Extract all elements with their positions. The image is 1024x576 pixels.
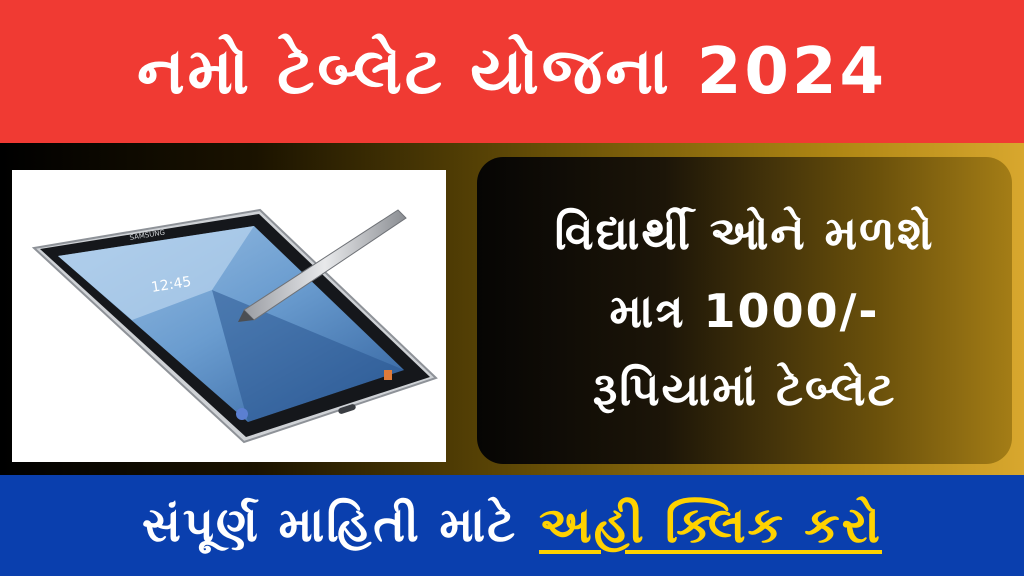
offer-line-2: માત્ર 1000/-: [609, 283, 880, 338]
brand-label: SAMSUNG: [129, 228, 166, 242]
click-here-link[interactable]: અહી ક્લિક કરો: [539, 496, 883, 554]
app-icon-right: [384, 370, 392, 380]
app-icon: [236, 408, 248, 420]
offer-box: [477, 157, 1012, 464]
cta-lead-text: સંપૂર્ણ માહિતી માટે: [141, 497, 518, 553]
screen-clock: 12:45: [150, 273, 193, 296]
cta-banner: [0, 475, 1024, 576]
product-image-card: [12, 170, 446, 462]
tablet-with-stylus-image: [12, 170, 446, 462]
content-section: [0, 143, 1024, 475]
page-title: નમો ટેબ્લેટ યોજના 2024: [136, 34, 888, 109]
offer-line-3: રૂપિયામાં ટેબ્લેટ: [592, 361, 897, 416]
title-banner: [0, 0, 1024, 143]
offer-line-1: વિદ્યાર્થી ઓને મળશે: [554, 205, 935, 260]
